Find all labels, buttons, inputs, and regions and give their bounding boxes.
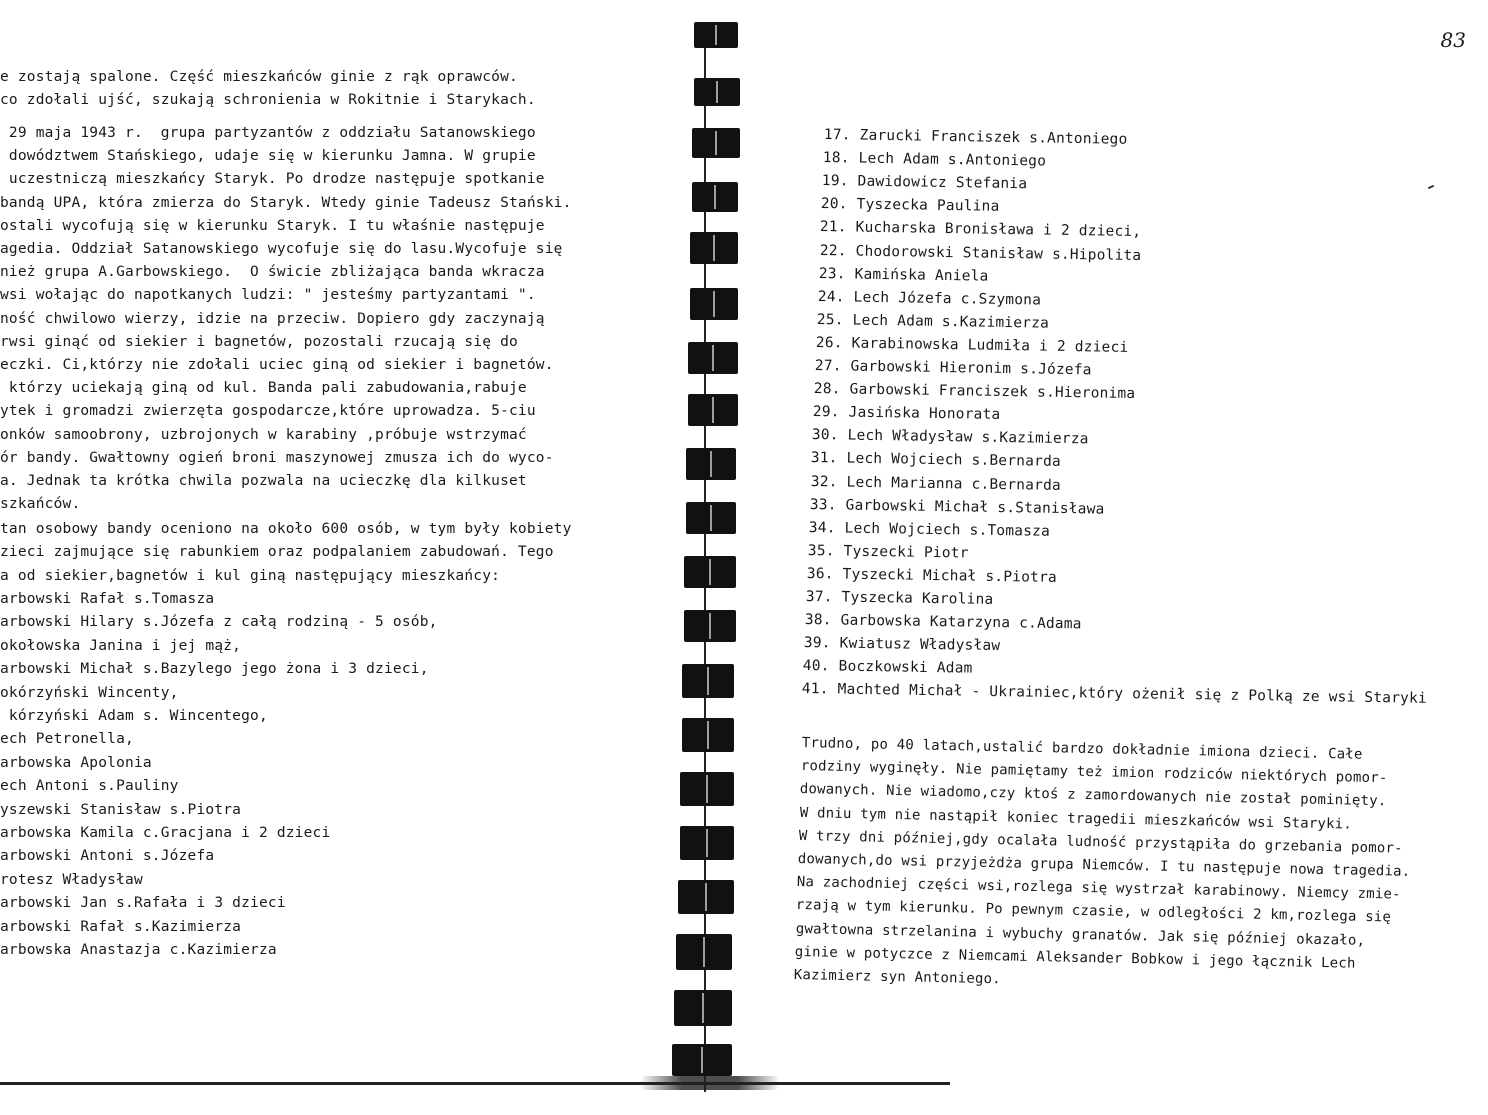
left-text-line: arbowski Rafał s.Kazimierza bbox=[0, 918, 242, 935]
victim-list-item: 25. Lech Adam s.Kazimierza bbox=[816, 311, 1049, 332]
binding-ring bbox=[672, 1044, 732, 1076]
left-text-line: arbowska Apolonia bbox=[0, 754, 152, 771]
left-text-line: okórzyński Wincenty, bbox=[0, 684, 179, 701]
victim-list-item: 39. Kwiatusz Władysław bbox=[803, 635, 1001, 655]
binding-ring bbox=[680, 772, 734, 806]
left-text-line: arbowski Hilary s.Józefa z całą rodziną - 5 osób, bbox=[0, 614, 438, 631]
left-text-line: a od siekier,bagnetów i kul giną następujący mieszkańcy: bbox=[0, 567, 501, 584]
left-text-line: onków samoobrony, uzbrojonych w karabiny ,próbuje wstrzymać bbox=[0, 426, 527, 443]
victim-list-item: 35. Tyszecki Piotr bbox=[807, 542, 969, 562]
left-text-line: którzy uciekają giną od kul. Banda pali zabudowania,rabuje bbox=[0, 380, 527, 397]
closing-paragraph-line: W dniu tym nie nastąpił koniec tragedii mieszkańców wsi Staryki. bbox=[799, 804, 1352, 833]
victim-list-item: 27. Garbowski Hieronim s.Józefa bbox=[814, 357, 1092, 379]
binding-ring bbox=[686, 502, 736, 534]
binding-ring bbox=[690, 288, 738, 320]
left-text-line: a. Jednak ta krótka chwila pozwala na ucieczkę dla kilkuset bbox=[0, 473, 527, 489]
victim-list-item: 24. Lech Józefa c.Szymona bbox=[817, 288, 1041, 309]
left-text-line: e zostają spalone. Część mieszkańców ginie z rąk oprawców. bbox=[0, 69, 518, 85]
closing-paragraph-line: dowanych,do wsi przyjeżdża grupa Niemców. I tu następuje nowa tragedia. bbox=[797, 850, 1411, 880]
victim-list-item: 30. Lech Władysław s.Kazimierza bbox=[812, 427, 1090, 448]
left-text-line: bandą UPA, która zmierza do Staryk. Wtedy ginie Tadeusz Stański. bbox=[0, 194, 572, 211]
victim-list-item: 37. Tyszecka Karolina bbox=[805, 588, 994, 608]
right-page bbox=[760, 0, 1488, 1115]
binding-ring bbox=[688, 394, 738, 426]
left-text-line: eczki. Ci,którzy nie zdołali uciec giną od siekier i bagnetów. bbox=[0, 357, 554, 373]
closing-paragraph-line: rodziny wyginęły. Nie pamiętamy też imion rodziców niektórych pomor- bbox=[800, 758, 1388, 787]
left-text-line: 29 maja 1943 r. grupa partyzantów z oddziału Satanowskiego bbox=[0, 125, 536, 141]
closing-paragraph-line: Na zachodniej części wsi,rozlega się wystrzał karabinowy. Niemcy zmie- bbox=[796, 874, 1402, 903]
left-text-line: yszewski Stanisław s.Piotra bbox=[0, 801, 242, 818]
binding-ring bbox=[686, 448, 736, 480]
binding-ring bbox=[684, 610, 736, 642]
victim-list-item: 41. Machted Michał - Ukrainiec,który ożenił się z Polką ze wsi Staryki bbox=[802, 681, 1428, 708]
binding-ring bbox=[688, 342, 738, 374]
left-text-line: ech Antoni s.Pauliny bbox=[0, 778, 179, 795]
victim-list-item: 17. Zarucki Franciszek s.Antoniego bbox=[823, 126, 1128, 148]
binding-ring bbox=[690, 232, 738, 264]
left-text-line: arbowski Michał s.Bazylego jego żona i 3 dzieci, bbox=[0, 661, 429, 678]
left-text-line: co zdołali ujść, szukają schronienia w Rokitnie i Starykach. bbox=[0, 92, 536, 108]
binding-ring bbox=[692, 182, 738, 212]
left-text-line: dowództwem Stańskiego, udaje się w kierunku Jamna. W grupie bbox=[0, 148, 536, 165]
binding-ring bbox=[676, 934, 732, 970]
victim-list-item: 32. Lech Marianna c.Bernarda bbox=[810, 473, 1061, 494]
victim-list-item: 23. Kamińska Aniela bbox=[818, 265, 989, 285]
left-text-line: ech Petronella, bbox=[0, 731, 134, 748]
left-text-line: uczestniczą mieszkańcy Staryk. Po drodze następuje spotkanie bbox=[0, 171, 545, 188]
victim-list-item: 31. Lech Wojciech s.Bernarda bbox=[811, 450, 1062, 471]
binding-ring bbox=[680, 826, 734, 860]
left-text-line: ór bandy. Gwałtowny ogień broni maszynowej zmusza ich do wyco- bbox=[0, 449, 554, 466]
book-binding bbox=[650, 0, 760, 1115]
left-text-line: szkańców. bbox=[0, 496, 81, 513]
closing-paragraph-line: W trzy dni później,gdy ocalała ludność przystąpiła do grzebania pomor- bbox=[798, 827, 1403, 857]
victim-list-item: 22. Chodorowski Stanisław s.Hipolita bbox=[819, 242, 1141, 264]
left-text-line: nież grupa A.Garbowskiego. O świcie zbliżająca banda wkracza bbox=[0, 264, 545, 281]
bottom-edge-shadow bbox=[640, 1076, 780, 1090]
binding-ring bbox=[682, 664, 734, 698]
left-text-line: kórzyński Adam s. Wincentego, bbox=[0, 708, 268, 724]
left-page bbox=[0, 0, 640, 1115]
binding-ring bbox=[694, 78, 740, 106]
page-number: 83 bbox=[1440, 28, 1466, 52]
left-text-line: arbowski Rafał s.Tomasza bbox=[0, 591, 215, 607]
left-text-line: agedia. Oddział Satanowskiego wycofuje się do lasu.Wycofuje się bbox=[0, 241, 563, 257]
binding-ring bbox=[684, 556, 736, 588]
left-text-line: rwsi ginąć od siekier i bagnetów, pozostali rzucają się do bbox=[0, 333, 518, 350]
victim-list-item: 29. Jasińska Honorata bbox=[812, 404, 1001, 424]
victim-list-item: 18. Lech Adam s.Antoniego bbox=[822, 150, 1047, 170]
closing-paragraph-line: Kazimierz syn Antoniego. bbox=[793, 966, 1002, 988]
closing-paragraph-line: dowanych. Nie wiadomo,czy ktoś z zamordowanych nie został pominięty. bbox=[800, 781, 1388, 810]
binding-ring bbox=[678, 880, 734, 914]
victim-list-item: 20. Tyszecka Paulina bbox=[821, 196, 1000, 216]
closing-paragraph-line: rzają w tym kierunku. Po pewnym czasie, w odległości 2 km,rozlega się bbox=[796, 897, 1392, 926]
victim-list-item: 40. Boczkowski Adam bbox=[803, 658, 973, 677]
closing-paragraph-line: ginie w potyczce z Niemcami Aleksander Bobkow i jego łącznik Lech bbox=[794, 943, 1356, 972]
victim-list-item: 38. Garbowska Katarzyna c.Adama bbox=[804, 612, 1082, 633]
left-text-line: ytek i gromadzi zwierzęta gospodarcze,które uprowadza. 5-ciu bbox=[0, 403, 536, 420]
binding-ring bbox=[692, 128, 740, 158]
binding-ring bbox=[694, 22, 738, 48]
left-text-line: ność chwilowo wierzy, idzie na przeciw. Dopiero gdy zaczynają bbox=[0, 310, 545, 327]
left-text-line: arbowski Jan s.Rafała i 3 dzieci bbox=[0, 895, 286, 912]
victim-list-item: 36. Tyszecki Michał s.Piotra bbox=[806, 565, 1057, 586]
binding-ring bbox=[674, 990, 732, 1026]
bottom-edge-rule bbox=[0, 1082, 950, 1085]
left-text-line: ostali wycofują się w kierunku Staryk. I tu właśnie następuje bbox=[0, 217, 545, 234]
left-text-line: arbowska Anastazja c.Kazimierza bbox=[0, 942, 277, 958]
victim-list-item: 33. Garbowski Michał s.Stanisława bbox=[809, 496, 1105, 518]
victim-list-item: 34. Lech Wojciech s.Tomasza bbox=[808, 519, 1050, 540]
victim-list-item: 21. Kucharska Bronisława i 2 dzieci, bbox=[820, 219, 1142, 241]
left-text-line: rotesz Władysław bbox=[0, 871, 143, 888]
left-text-line: arbowska Kamila c.Gracjana i 2 dzieci bbox=[0, 825, 331, 841]
left-text-line: arbowski Antoni s.Józefa bbox=[0, 848, 215, 865]
left-text-line: wsi wołając do napotkanych ludzi: " jesteśmy partyzantami ". bbox=[0, 287, 536, 304]
victim-list-item: 19. Dawidowicz Stefania bbox=[821, 173, 1028, 193]
victim-list-item: 26. Karabinowska Ludmiła i 2 dzieci bbox=[815, 334, 1129, 356]
binding-ring bbox=[682, 718, 734, 752]
closing-paragraph-line: Trudno, po 40 latach,ustalić bardzo dokładnie imiona dzieci. Całe bbox=[801, 734, 1363, 763]
left-text-line: zieci zajmujące się rabunkiem oraz podpalaniem zabudowań. Tego bbox=[0, 544, 554, 561]
left-text-line: tan osobowy bandy oceniono na około 600 osób, w tym były kobiety bbox=[0, 521, 572, 537]
victim-list-item: 28. Garbowski Franciszek s.Hieronima bbox=[813, 381, 1136, 403]
left-text-line: okołowska Janina i jej mąż, bbox=[0, 637, 242, 654]
closing-paragraph-line: gwałtowna strzelanina i wybuchy granatów. Jak się później okazało, bbox=[795, 920, 1365, 949]
